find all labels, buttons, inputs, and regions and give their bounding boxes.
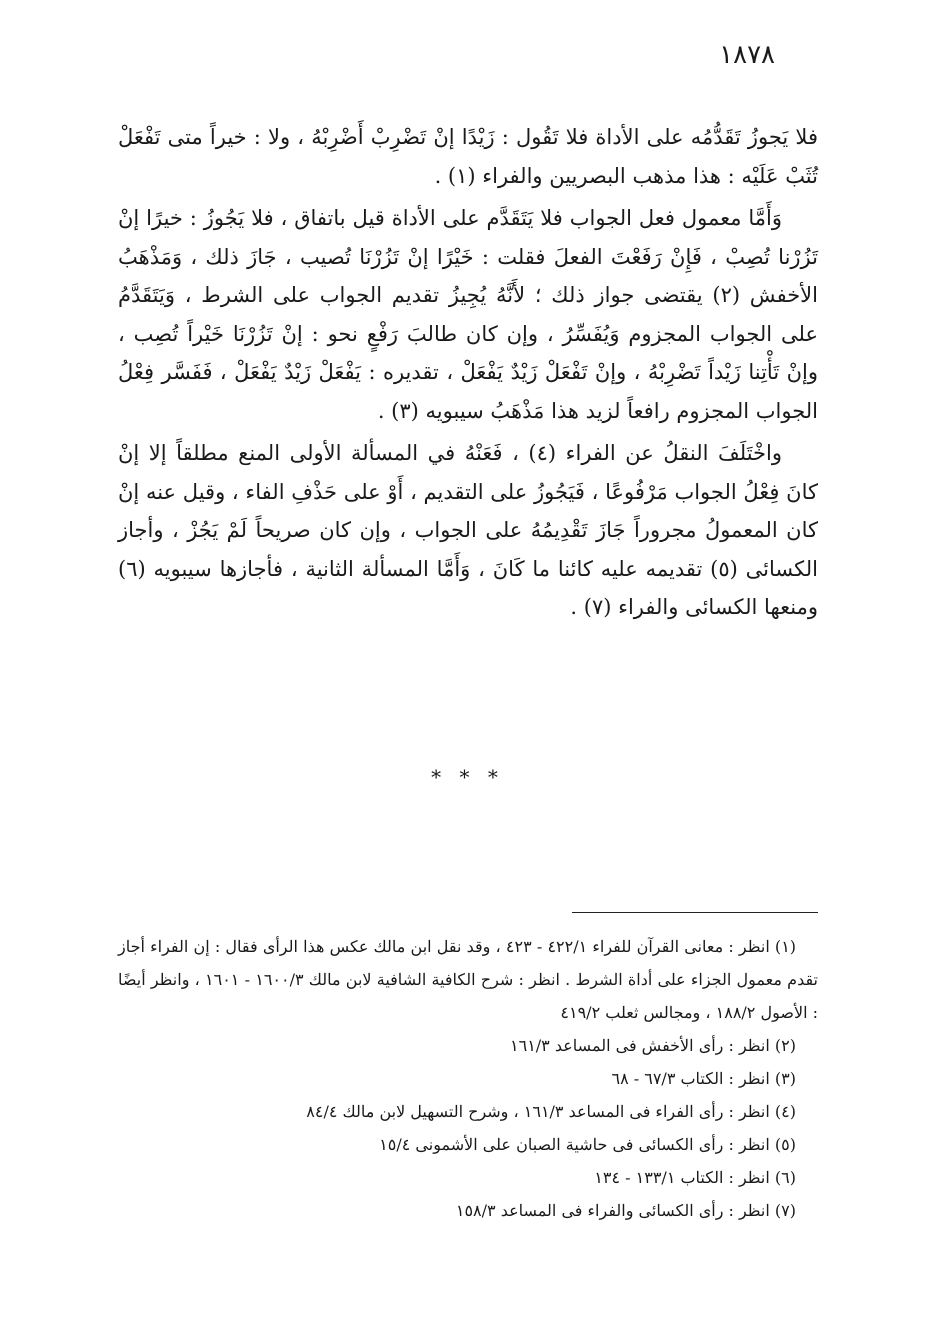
paragraph-1: فلا يَجوزُ تَقَدُّمُه على الأداة فلا تَقُول : زَيْدًا إنْ تَضْرِبْ أَضْرِبْهُ ، ولا : خيراً متى تَفْعَلْ تُثَبْ عَلَيْه : هذا مذهب البصريين والفراء (١) . [118, 125, 818, 188]
paragraph-3: واخْتَلَفَ النقلُ عن الفراء (٤) ، فَعَنْهُ في المسألة الأولى المنع مطلقاً إلا إنْ كانَ فِعْلُ الجواب مَرْفُوعًا ، فَيَجُوزُ على التقديم ، أَوْ على حَذْفِ الفاء ، وقيل عنه إنْ كان المعمولُ مجروراً جَازَ تَقْدِيمُهُ على الجواب ، وإن كان صريحاً لَمْ يَجُزْ ، وأجاز الكسائى (٥) تقديمه عليه كائنا ما كَانَ ، وَأَمَّا المسألة الثانية ، فأجازها سيبويه (٦) ومنعها الكسائى والفراء (٧) . [118, 441, 818, 619]
footnote-6: (٦) انظر : الكتاب ١٣٣/١ - ١٣٤ [594, 1168, 796, 1187]
footnote-5: (٥) انظر : رأى الكسائى فى حاشية الصبان على الأشمونى ١٥/٤ [379, 1135, 796, 1154]
paragraph-2: وَأَمَّا معمول فعل الجواب فلا يَتَقَدَّم على الأداة قيل باتفاق ، فلا يَجُوزُ : خيرًا إنْ تَزُرْنا تُصِبْ ، فَإِنْ رَفَعْتَ الفعلَ فقلت : خَيْرًا إنْ تَزُرْنَا تُصيب ، جَازَ ذلك ، وَمَذْهَبُ الأخفش (٢) يقتضى جواز ذلك ؛ لأَنَّهُ يُجِيزُ تقديم الجواب على الشرط ، وَيَتَقَدَّمُ على الجواب المجزوم وَيُفَسِّرُ ، وإن كان طالبَ رَفْعٍ نحو : إنْ تَزُرْنَا خَيْراً تُصِب ، وإنْ تَأْتِنا زَيْداً تَضْرِبْهُ ، وإنْ تَفْعَلْ زَيْدٌ يَفْعَلْ ، تقديره : يَفْعَلْ زَيْدٌ يَفْعَلْ ، فَفَسَّر فِعْلُ الجواب المجزوم رافعاً لزيد هذا مَذْهَبُ سيبويه (٣) . [118, 206, 818, 423]
footnote-2: (٢) انظر : رأى الأخفش فى المساعد ١٦١/٣ [510, 1036, 796, 1055]
main-text [118, 118, 818, 631]
footnote-3: (٣) انظر : الكتاب ٦٧/٣ - ٦٨ [611, 1069, 796, 1088]
section-separator: * * * [431, 765, 504, 789]
footnote-7: (٧) انظر : رأى الكسائى والفراء فى المساعد ١٥٨/٣ [455, 1201, 796, 1220]
footnote-divider [572, 912, 818, 913]
page-number: ١٨٧٨ [719, 40, 775, 70]
footnotes [118, 930, 818, 1227]
footnote-4: (٤) انظر : رأى الفراء فى المساعد ١٦١/٣ ، وشرح التسهيل لابن مالك ٨٤/٤ [306, 1102, 796, 1121]
footnote-1: (١) انظر : معانى القرآن للفراء ٤٢٢/١ - ٤٢٣ ، وقد نقل ابن مالك عكس هذا الرأى فقال : إن الفراء أجاز تقدم معمول الجزاء على أداة الشرط . انظر : شرح الكافية الشافية لابن مالك ١٦٠٠/٣ - ١٦٠١ ، وانظر أيضًا : الأصول ١٨٨/٢ ، ومجالس ثعلب ٤١٩/٢ [118, 937, 819, 1022]
